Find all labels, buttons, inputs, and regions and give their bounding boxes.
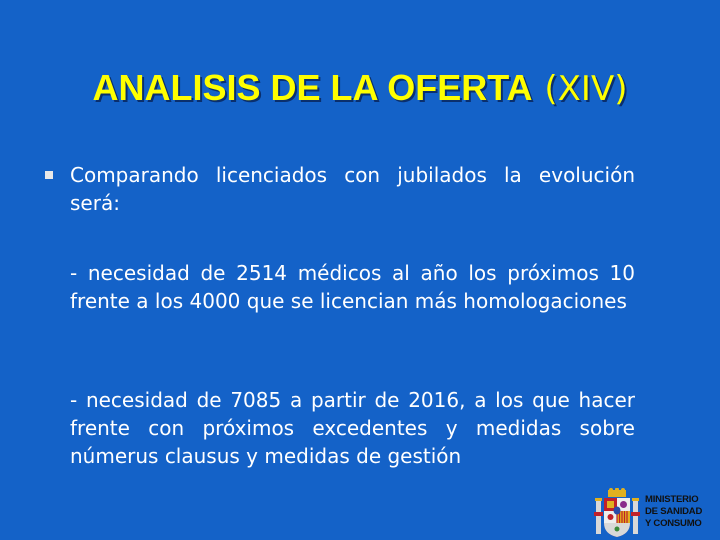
- coat-of-arms-icon: [593, 488, 641, 538]
- paragraph-from-2016: - necesidad de 7085 a partir de 2016, a los que hacer frente con próximos excedentes y medidas sobre númerus clausus y medidas de gestión: [70, 388, 635, 468]
- ministry-line-1: MINISTERIO: [645, 494, 699, 505]
- title-main: ANALISIS DE LA OFERTA: [92, 67, 533, 108]
- title-number: (XIV): [544, 69, 628, 109]
- square-bullet-icon: [45, 171, 53, 179]
- bullet-text: Comparando licenciados con jubilados la evolución será:: [70, 163, 635, 215]
- paragraph-doctors-per-year: - necesidad de 2514 médicos al año los próximos 10 frente a los 4000 que se licencian más homologaciones: [70, 261, 635, 313]
- slide-title: [0, 66, 720, 111]
- ministry-name: [645, 494, 702, 530]
- ministry-logo: [593, 488, 715, 538]
- ministry-line-2: DE SANIDAD: [645, 506, 703, 517]
- ministry-line-3: Y CONSUMO: [645, 518, 702, 529]
